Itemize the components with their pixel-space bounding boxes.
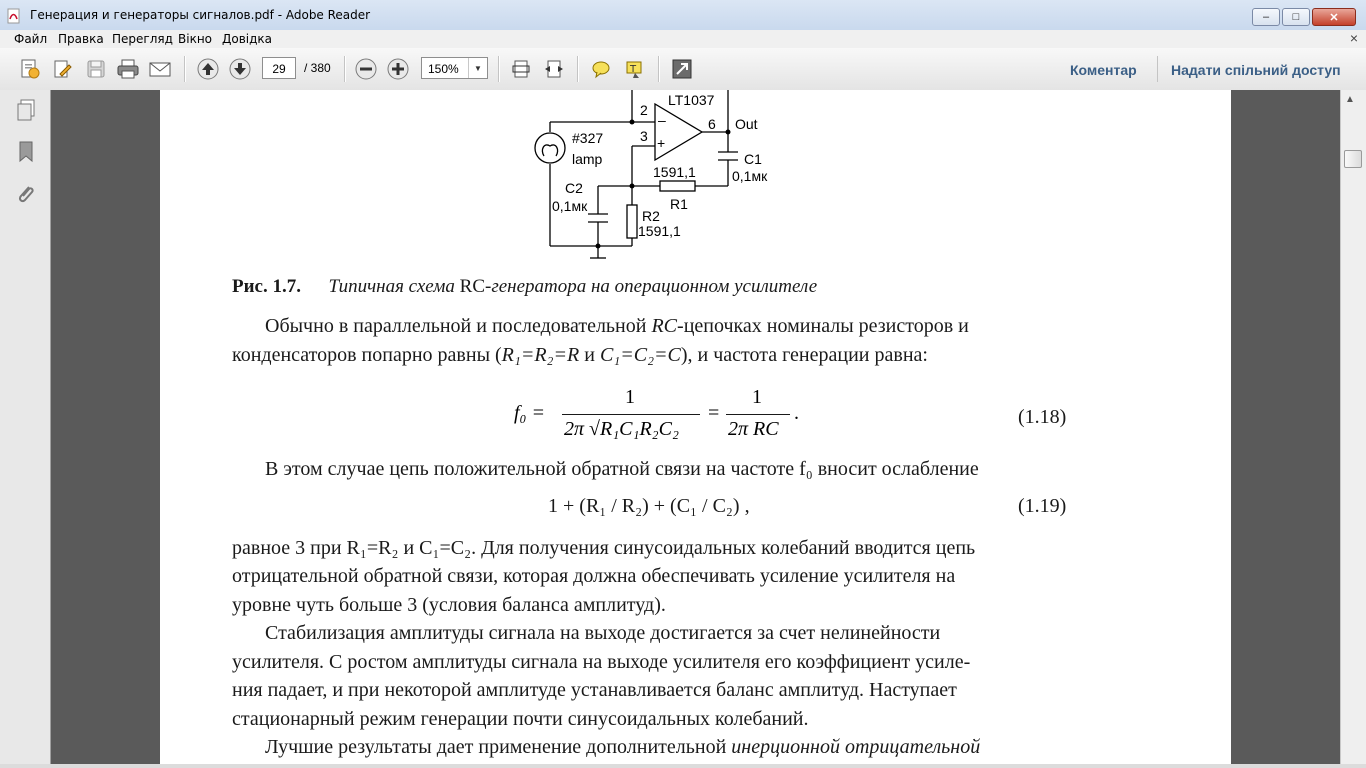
text-span: R₁=R₂=R bbox=[501, 344, 580, 366]
fit-page-button[interactable] bbox=[509, 57, 533, 81]
pin2-label: 2 bbox=[640, 102, 648, 118]
paragraph-3-line-1: равное 3 при R₁=R₂ и C₁=C₂. Для получения синусоидальных колебаний вводится цепь bbox=[232, 537, 976, 559]
email-icon bbox=[148, 59, 172, 79]
paragraph-4-line-4: стационарный режим генерации почти синусоидальных колебаний. bbox=[232, 708, 809, 730]
text-span: Обычно в параллельной и последовательной bbox=[265, 315, 647, 337]
pdf-icon bbox=[6, 8, 22, 24]
save-icon bbox=[85, 58, 107, 80]
vertical-scrollbar[interactable] bbox=[1340, 90, 1366, 768]
next-page-button[interactable] bbox=[228, 57, 252, 81]
lamp-number: #327 bbox=[572, 130, 604, 146]
paragraph-2: В этом случае цепь положительной обратной связи на частоте f₀ вносит ослабление bbox=[265, 458, 979, 480]
paragraph-1-line-2 bbox=[232, 344, 928, 367]
scroll-up-icon[interactable]: ▲ bbox=[1345, 94, 1355, 105]
share-button[interactable]: Надати спільний доступ bbox=[1171, 62, 1341, 78]
c1-value: 0,1мк bbox=[732, 168, 768, 184]
pages-icon[interactable] bbox=[15, 98, 37, 122]
c2-label: C2 bbox=[565, 180, 583, 196]
window-title: Генерация и генераторы сигналов.pdf - Adobe Reader bbox=[30, 8, 371, 22]
text-span: RC bbox=[651, 315, 678, 337]
paragraph-3-line-3: уровне чуть больше 3 (условия баланса амплитуд). bbox=[232, 594, 666, 616]
page-count: / 380 bbox=[304, 61, 331, 75]
text-span: ), и частота генерации равна: bbox=[680, 344, 928, 366]
opamp-label: LT1037 bbox=[668, 92, 715, 108]
page-number-input[interactable]: 29 bbox=[262, 57, 296, 79]
paragraph-4-line-2: усилителя. С ростом амплитуды сигнала на выходе усилителя его коэффициент усиле- bbox=[232, 651, 971, 673]
previous-page-button[interactable] bbox=[196, 57, 220, 81]
save-button[interactable] bbox=[84, 57, 108, 81]
text-span: инерционной отрицательной bbox=[731, 736, 981, 758]
edit-button[interactable] bbox=[50, 57, 74, 81]
menu-bar bbox=[0, 30, 1366, 48]
expand-icon bbox=[671, 58, 693, 80]
text-span: C₁=C₂=C bbox=[599, 344, 681, 366]
paragraph-4-line-3: ния падает, и при некоторой амплитуде устанавливается баланс амплитуд. Наступает bbox=[232, 679, 957, 701]
comment-icon bbox=[590, 58, 612, 80]
eq-lhs: f₀ = bbox=[514, 402, 546, 424]
eq-denominator-1: 2π √R₁C₁R₂C₂ bbox=[564, 418, 679, 440]
equation-1-19: 1 + (R₁ / R₂) + (C₁ / C₂) , bbox=[548, 495, 750, 517]
eq-equals: = bbox=[708, 402, 720, 424]
zoom-in-icon bbox=[386, 57, 410, 81]
menu-help[interactable]: Довідка bbox=[222, 32, 273, 46]
r2-value: 1591,1 bbox=[638, 223, 681, 239]
close-button[interactable]: ✕ bbox=[1312, 8, 1356, 26]
navigation-panel bbox=[0, 90, 51, 768]
document-view bbox=[51, 90, 1340, 768]
text-span: -цепочках номиналы резисторов и bbox=[677, 315, 969, 337]
page-up-icon bbox=[196, 57, 220, 81]
attachment-icon[interactable] bbox=[15, 182, 37, 206]
pdf-page bbox=[160, 90, 1231, 768]
create-pdf-button[interactable] bbox=[18, 57, 42, 81]
lamp-label: lamp bbox=[572, 151, 603, 167]
text-span: Лучшие результаты дает применение дополнительной bbox=[265, 736, 732, 758]
equation-number-1-19: (1.19) bbox=[1018, 495, 1067, 517]
zoom-select[interactable] bbox=[421, 57, 488, 79]
text-span: и bbox=[579, 344, 600, 366]
caption-text-a: Типичная схема bbox=[328, 276, 455, 297]
c2-value: 0,1мк bbox=[552, 198, 588, 214]
equation-number-1-18: (1.18) bbox=[1018, 406, 1067, 428]
close-document-button[interactable]: × bbox=[1349, 30, 1358, 46]
paragraph-5-line-1 bbox=[265, 736, 980, 759]
caption-text-b: -генератора на операционном усилителе bbox=[485, 276, 818, 297]
print-button[interactable] bbox=[116, 57, 140, 81]
pin6-label: 6 bbox=[708, 116, 716, 132]
figure-caption bbox=[232, 276, 817, 298]
title-bar bbox=[0, 0, 1366, 31]
fit-width-button[interactable] bbox=[542, 57, 566, 81]
email-button[interactable] bbox=[148, 57, 172, 81]
menu-window[interactable]: Вікно bbox=[178, 32, 213, 46]
eq-numerator-2: 1 bbox=[752, 386, 762, 408]
create-pdf-icon bbox=[19, 58, 41, 80]
svg-text:T: T bbox=[630, 64, 637, 75]
eq-denominator-2: 2π RC bbox=[728, 418, 779, 440]
comment-panel-button[interactable]: Коментар bbox=[1070, 62, 1137, 78]
menu-file[interactable]: Файл bbox=[14, 32, 48, 46]
print-icon bbox=[116, 58, 140, 80]
menu-edit[interactable]: Правка bbox=[58, 32, 104, 46]
comment-button[interactable] bbox=[589, 57, 613, 81]
out-label: Out bbox=[735, 116, 758, 132]
plus-label: + bbox=[657, 135, 666, 151]
r1-label: R1 bbox=[670, 196, 688, 212]
zoom-value: 150% bbox=[428, 62, 459, 76]
minimize-button[interactable]: – bbox=[1252, 8, 1280, 26]
c1-label: C1 bbox=[744, 151, 762, 167]
menu-view[interactable]: Перегляд bbox=[112, 32, 173, 46]
r1-value: 1591,1 bbox=[653, 164, 696, 180]
fit-page-icon bbox=[510, 58, 532, 80]
paragraph-1-line-1 bbox=[265, 315, 969, 338]
highlight-icon bbox=[623, 58, 645, 80]
caption-label: Рис. 1.7. bbox=[232, 276, 301, 297]
chevron-down-icon[interactable]: ▼ bbox=[468, 58, 487, 78]
pin3-label: 3 bbox=[640, 128, 648, 144]
edit-icon bbox=[51, 58, 73, 80]
minus-label: – bbox=[658, 112, 666, 128]
expand-button[interactable] bbox=[670, 57, 694, 81]
scrollbar-thumb[interactable] bbox=[1344, 150, 1362, 168]
highlight-button[interactable] bbox=[622, 57, 646, 81]
toolbar bbox=[0, 48, 1366, 91]
caption-text-rc: RC bbox=[459, 276, 485, 297]
bookmark-icon[interactable] bbox=[15, 140, 37, 164]
fit-width-icon bbox=[543, 58, 565, 80]
zoom-out-button[interactable] bbox=[354, 57, 378, 81]
zoom-out-icon bbox=[354, 57, 378, 81]
zoom-in-button[interactable] bbox=[386, 57, 410, 81]
paragraph-3-line-2: отрицательной обратной связи, которая должна обеспечивать усиление усилителя на bbox=[232, 565, 956, 587]
text-span: конденсаторов попарно равны ( bbox=[232, 344, 502, 366]
eq-dot: . bbox=[794, 402, 799, 424]
page-down-icon bbox=[228, 57, 252, 81]
paragraph-4-line-1: Стабилизация амплитуды сигнала на выходе достигается за счет нелинейности bbox=[265, 622, 941, 644]
r2-label: R2 bbox=[642, 208, 660, 224]
eq-numerator-1: 1 bbox=[625, 386, 635, 408]
maximize-button[interactable]: □ bbox=[1282, 8, 1310, 26]
